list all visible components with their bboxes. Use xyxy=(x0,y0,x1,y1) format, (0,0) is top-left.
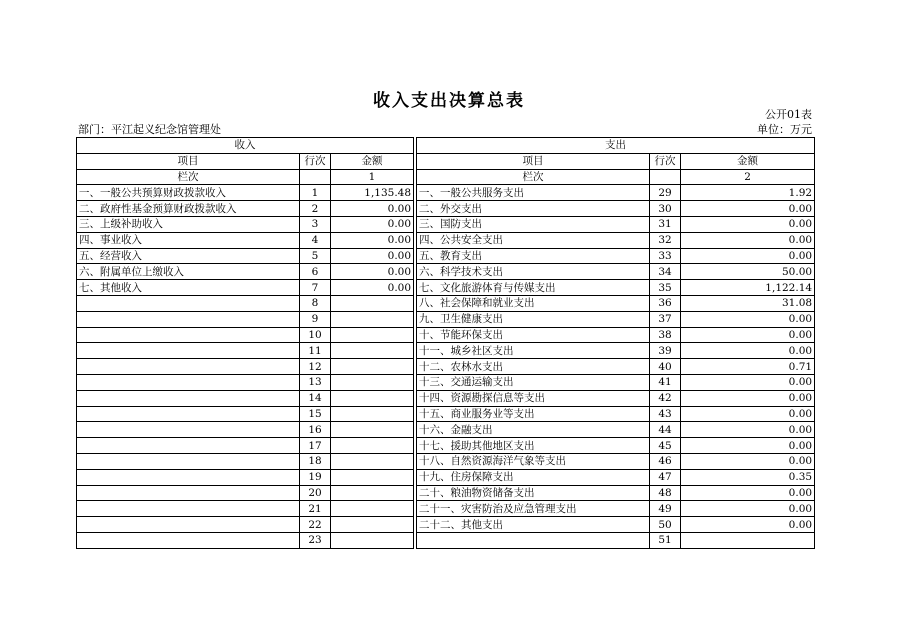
income-item-cell: 五、经营收入 xyxy=(77,248,300,264)
expense-item-cell: 二十一、灾害防治及应急管理支出 xyxy=(417,501,650,517)
table-row xyxy=(77,201,815,217)
income-item-cell xyxy=(77,453,300,469)
table-row xyxy=(77,469,815,485)
table-row xyxy=(77,327,815,343)
income-row-number: 11 xyxy=(300,343,331,359)
income-row-number: 10 xyxy=(300,327,331,343)
table-row xyxy=(77,485,815,501)
income-amount-cell xyxy=(331,311,414,327)
income-row-number: 14 xyxy=(300,390,331,406)
income-amount-cell xyxy=(331,390,414,406)
expense-amount-cell: 1,122.14 xyxy=(681,280,815,296)
expense-item-cell: 十八、自然资源海洋气象等支出 xyxy=(417,453,650,469)
expense-amount-cell: 0.35 xyxy=(681,469,815,485)
expense-item-cell: 二、外交支出 xyxy=(417,201,650,217)
income-amount-cell xyxy=(331,517,414,533)
income-item-cell xyxy=(77,485,300,501)
income-row-number: 22 xyxy=(300,517,331,533)
table-row xyxy=(77,374,815,390)
income-amount-cell xyxy=(331,532,414,548)
expense-item-cell xyxy=(417,532,650,548)
income-item-header: 项目 xyxy=(77,153,300,169)
expense-col-number: 2 xyxy=(681,169,815,185)
income-row-number: 1 xyxy=(300,185,331,201)
expense-item-cell: 十、节能环保支出 xyxy=(417,327,650,343)
expense-row-number: 29 xyxy=(650,185,681,201)
table-row xyxy=(77,406,815,422)
expense-row-number: 45 xyxy=(650,438,681,454)
income-item-cell xyxy=(77,295,300,311)
income-row-number: 7 xyxy=(300,280,331,296)
income-amount-cell: 0.00 xyxy=(331,201,414,217)
income-item-cell xyxy=(77,327,300,343)
expense-item-header: 项目 xyxy=(417,153,650,169)
expense-row-number: 34 xyxy=(650,264,681,280)
expense-item-cell: 二十、粮油物资储备支出 xyxy=(417,485,650,501)
form-number: 公开01表 xyxy=(765,108,812,121)
table-row xyxy=(77,264,815,280)
income-amount-cell xyxy=(331,295,414,311)
expense-amount-cell: 0.00 xyxy=(681,501,815,517)
income-order-label: 栏次 xyxy=(77,169,300,185)
expense-row-number: 40 xyxy=(650,359,681,375)
expense-amount-cell: 0.00 xyxy=(681,216,815,232)
expense-row-number: 51 xyxy=(650,532,681,548)
income-item-cell: 二、政府性基金预算财政拨款收入 xyxy=(77,201,300,217)
income-row-number: 6 xyxy=(300,264,331,280)
unit-label: 单位：万元 xyxy=(757,123,812,136)
table-row xyxy=(77,453,815,469)
income-item-cell xyxy=(77,517,300,533)
income-row-no-header: 行次 xyxy=(300,153,331,169)
expense-item-cell: 六、科学技术支出 xyxy=(417,264,650,280)
expense-amount-cell: 0.00 xyxy=(681,453,815,469)
income-amount-cell xyxy=(331,359,414,375)
income-item-cell: 六、附属单位上缴收入 xyxy=(77,264,300,280)
income-row-number: 3 xyxy=(300,216,331,232)
expense-row-number: 37 xyxy=(650,311,681,327)
table-row xyxy=(77,343,815,359)
income-amount-cell xyxy=(331,406,414,422)
income-amount-cell xyxy=(331,469,414,485)
income-amount-cell xyxy=(331,422,414,438)
department-label: 部门：平江起义纪念馆管理处 xyxy=(78,123,221,136)
expense-row-number: 42 xyxy=(650,390,681,406)
income-item-cell xyxy=(77,469,300,485)
income-item-cell: 一、一般公共预算财政拨款收入 xyxy=(77,185,300,201)
expense-item-cell: 一、一般公共服务支出 xyxy=(417,185,650,201)
expense-row-number: 43 xyxy=(650,406,681,422)
expense-item-cell: 九、卫生健康支出 xyxy=(417,311,650,327)
expense-row-number: 41 xyxy=(650,374,681,390)
income-row-number: 5 xyxy=(300,248,331,264)
expense-row-number: 33 xyxy=(650,248,681,264)
expense-order-label: 栏次 xyxy=(417,169,650,185)
expense-row-number: 32 xyxy=(650,232,681,248)
table-row xyxy=(77,501,815,517)
expense-item-cell: 十九、住房保障支出 xyxy=(417,469,650,485)
expense-item-cell: 十一、城乡社区支出 xyxy=(417,343,650,359)
income-row-number: 21 xyxy=(300,501,331,517)
income-item-cell xyxy=(77,532,300,548)
income-item-cell xyxy=(77,406,300,422)
table-row xyxy=(77,438,815,454)
income-row-number: 17 xyxy=(300,438,331,454)
table-row xyxy=(77,532,815,548)
expense-amount-cell: 0.00 xyxy=(681,485,815,501)
expense-row-number: 30 xyxy=(650,201,681,217)
page-title: 收入支出决算总表 xyxy=(373,91,525,111)
income-row-number: 8 xyxy=(300,295,331,311)
income-amount-cell xyxy=(331,327,414,343)
income-order-blank xyxy=(300,169,331,185)
income-amount-cell: 0.00 xyxy=(331,248,414,264)
expense-amount-cell: 0.00 xyxy=(681,201,815,217)
expense-row-number: 46 xyxy=(650,453,681,469)
expense-row-number: 44 xyxy=(650,422,681,438)
table-row xyxy=(77,280,815,296)
table-row xyxy=(77,295,815,311)
income-row-number: 18 xyxy=(300,453,331,469)
expense-section-header: 支出 xyxy=(417,138,815,154)
income-item-cell xyxy=(77,374,300,390)
income-item-cell xyxy=(77,359,300,375)
column-header-row xyxy=(77,153,815,169)
expense-row-no-header: 行次 xyxy=(650,153,681,169)
table-row xyxy=(77,359,815,375)
expense-item-cell: 三、国防支出 xyxy=(417,216,650,232)
income-item-cell xyxy=(77,343,300,359)
expense-item-cell: 十六、金融支出 xyxy=(417,422,650,438)
income-item-cell xyxy=(77,438,300,454)
expense-order-blank xyxy=(650,169,681,185)
expense-amount-cell: 0.00 xyxy=(681,343,815,359)
column-order-row xyxy=(77,169,815,185)
income-item-cell: 三、上级补助收入 xyxy=(77,216,300,232)
expense-amount-cell: 0.00 xyxy=(681,517,815,533)
income-amount-cell xyxy=(331,438,414,454)
income-item-cell xyxy=(77,501,300,517)
expense-item-cell: 七、文化旅游体育与传媒支出 xyxy=(417,280,650,296)
table-row xyxy=(77,216,815,232)
income-item-cell xyxy=(77,390,300,406)
table-row xyxy=(77,517,815,533)
expense-item-cell: 十二、农林水支出 xyxy=(417,359,650,375)
budget-summary-table xyxy=(76,137,815,549)
expense-amount-cell: 0.00 xyxy=(681,406,815,422)
expense-row-number: 39 xyxy=(650,343,681,359)
expense-item-cell: 十五、商业服务业等支出 xyxy=(417,406,650,422)
income-row-number: 23 xyxy=(300,532,331,548)
expense-item-cell: 四、公共安全支出 xyxy=(417,232,650,248)
income-row-number: 19 xyxy=(300,469,331,485)
expense-amount-cell: 0.00 xyxy=(681,311,815,327)
income-item-cell: 四、事业收入 xyxy=(77,232,300,248)
income-amount-cell xyxy=(331,453,414,469)
income-col-number: 1 xyxy=(331,169,414,185)
expense-item-cell: 五、教育支出 xyxy=(417,248,650,264)
expense-row-number: 48 xyxy=(650,485,681,501)
income-row-number: 16 xyxy=(300,422,331,438)
expense-amount-cell: 0.00 xyxy=(681,327,815,343)
expense-item-cell: 十七、援助其他地区支出 xyxy=(417,438,650,454)
expense-row-number: 31 xyxy=(650,216,681,232)
expense-row-number: 50 xyxy=(650,517,681,533)
income-row-number: 20 xyxy=(300,485,331,501)
expense-amount-cell xyxy=(681,532,815,548)
income-amount-cell: 0.00 xyxy=(331,232,414,248)
expense-amount-cell: 0.00 xyxy=(681,374,815,390)
expense-amount-cell: 0.00 xyxy=(681,232,815,248)
expense-amount-cell: 1.92 xyxy=(681,185,815,201)
income-amount-cell: 0.00 xyxy=(331,216,414,232)
income-amount-cell xyxy=(331,485,414,501)
income-item-cell xyxy=(77,311,300,327)
expense-item-cell: 十三、交通运输支出 xyxy=(417,374,650,390)
income-amount-cell: 0.00 xyxy=(331,280,414,296)
table-row xyxy=(77,422,815,438)
expense-row-number: 38 xyxy=(650,327,681,343)
expense-amount-header: 金额 xyxy=(681,153,815,169)
income-amount-cell: 1,135.48 xyxy=(331,185,414,201)
table-row xyxy=(77,185,815,201)
expense-item-cell: 十四、资源勘探信息等支出 xyxy=(417,390,650,406)
income-amount-cell xyxy=(331,343,414,359)
income-row-number: 4 xyxy=(300,232,331,248)
table-row xyxy=(77,390,815,406)
expense-amount-cell: 50.00 xyxy=(681,264,815,280)
table-row xyxy=(77,232,815,248)
income-item-cell: 七、其他收入 xyxy=(77,280,300,296)
expense-amount-cell: 31.08 xyxy=(681,295,815,311)
income-amount-cell xyxy=(331,501,414,517)
income-amount-cell xyxy=(331,374,414,390)
income-row-number: 12 xyxy=(300,359,331,375)
section-header-row xyxy=(77,138,815,154)
expense-row-number: 47 xyxy=(650,469,681,485)
expense-item-cell: 八、社会保障和就业支出 xyxy=(417,295,650,311)
expense-row-number: 35 xyxy=(650,280,681,296)
expense-amount-cell: 0.00 xyxy=(681,248,815,264)
table-row xyxy=(77,311,815,327)
expense-row-number: 36 xyxy=(650,295,681,311)
income-amount-header: 金额 xyxy=(331,153,414,169)
expense-item-cell: 二十二、其他支出 xyxy=(417,517,650,533)
income-item-cell xyxy=(77,422,300,438)
expense-amount-cell: 0.00 xyxy=(681,422,815,438)
income-row-number: 9 xyxy=(300,311,331,327)
income-section-header: 收入 xyxy=(77,138,414,154)
income-row-number: 13 xyxy=(300,374,331,390)
expense-row-number: 49 xyxy=(650,501,681,517)
expense-amount-cell: 0.71 xyxy=(681,359,815,375)
expense-amount-cell: 0.00 xyxy=(681,438,815,454)
income-amount-cell: 0.00 xyxy=(331,264,414,280)
expense-amount-cell: 0.00 xyxy=(681,390,815,406)
income-row-number: 15 xyxy=(300,406,331,422)
income-row-number: 2 xyxy=(300,201,331,217)
table-row xyxy=(77,248,815,264)
